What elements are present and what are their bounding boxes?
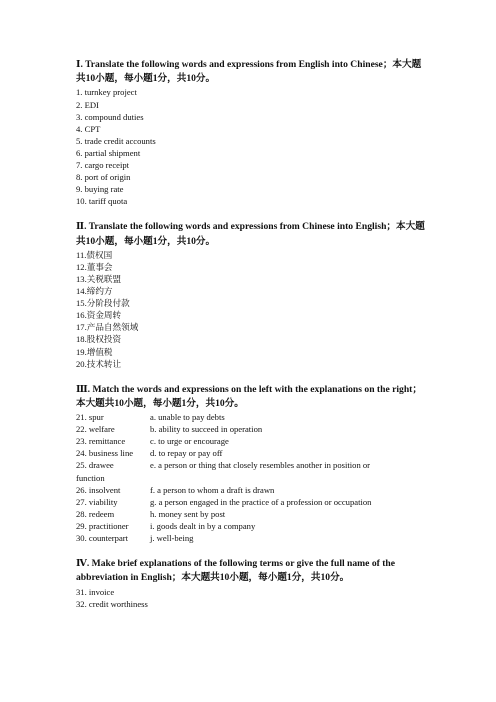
match-definition: g. a person engaged in the practice of a profession or occupation bbox=[150, 496, 372, 507]
match-term: 25. drawee bbox=[76, 460, 114, 471]
list-item: 19.增值税 bbox=[76, 346, 113, 357]
match-row bbox=[76, 508, 428, 520]
section-1-heading: Ⅰ. Translate the following words and expressions from English into Chinese；本大题共10小题，每小题1分，共10分。 bbox=[76, 59, 422, 85]
list-item: 31. invoice bbox=[76, 586, 115, 597]
match-term: 30. counterpart bbox=[76, 533, 129, 544]
match-definition: h. money sent by post bbox=[150, 508, 226, 519]
list-item: 12.董事会 bbox=[76, 261, 113, 272]
match-term: 22. welfare bbox=[76, 424, 115, 435]
list-item: 9. buying rate bbox=[76, 184, 124, 195]
match-definition-continuation: function bbox=[76, 472, 105, 483]
match-term: 23. remittance bbox=[76, 436, 126, 447]
match-row bbox=[76, 435, 428, 447]
match-row bbox=[76, 447, 428, 459]
section-2-heading: Ⅱ. Translate the following words and expressions from Chinese into English；本大题共10小题，每小题1分，共10分。 bbox=[76, 221, 425, 247]
list-item: 18.股权投资 bbox=[76, 334, 122, 345]
match-definition: c. to urge or encourage bbox=[150, 436, 229, 447]
section-3-heading: Ⅲ. Match the words and expressions on the left with the explanations on the right；本大题共10小题，每小题1分，共10分。 bbox=[76, 383, 422, 409]
list-item: 13.关税联盟 bbox=[76, 273, 122, 284]
list-item: 32. credit worthiness bbox=[76, 598, 148, 609]
section-spacer bbox=[76, 207, 428, 220]
match-definition: d. to repay or pay off bbox=[150, 448, 223, 459]
list-item: 6. partial shipment bbox=[76, 147, 141, 158]
section-1-list bbox=[76, 86, 428, 207]
match-definition: f. a person to whom a draft is drawn bbox=[150, 484, 275, 495]
match-term: 24. business line bbox=[76, 448, 134, 459]
match-row bbox=[76, 520, 428, 532]
section-4-list bbox=[76, 586, 428, 610]
list-item: 2. EDI bbox=[76, 99, 99, 110]
match-term: 27. viability bbox=[76, 496, 118, 507]
match-term: 28. redeem bbox=[76, 508, 115, 519]
section-2-list bbox=[76, 249, 428, 370]
exam-page bbox=[76, 58, 428, 610]
match-definition: b. ability to succeed in operation bbox=[150, 424, 263, 435]
list-item: 10. tariff quota bbox=[76, 196, 128, 207]
list-item: 5. trade credit accounts bbox=[76, 135, 156, 146]
list-item: 7. cargo receipt bbox=[76, 159, 130, 170]
match-definition: e. a person or thing that closely resembles another in position or bbox=[150, 460, 371, 471]
list-item: 15.分阶段付款 bbox=[76, 298, 130, 309]
match-definition: j. well-being bbox=[150, 533, 194, 544]
list-item: 17.产品自然领域 bbox=[76, 322, 139, 333]
match-table bbox=[76, 411, 428, 544]
match-row bbox=[76, 484, 428, 496]
match-definition: i. goods dealt in by a company bbox=[150, 520, 256, 531]
match-term: 26. insolvent bbox=[76, 484, 121, 495]
section-spacer bbox=[76, 544, 428, 557]
match-row bbox=[76, 459, 428, 471]
section-spacer bbox=[76, 370, 428, 383]
match-row bbox=[76, 423, 428, 435]
list-item: 3. compound duties bbox=[76, 111, 144, 122]
list-item: 8. port of origin bbox=[76, 172, 131, 183]
match-term: 21. spur bbox=[76, 412, 104, 423]
match-row bbox=[76, 411, 428, 423]
match-term: 29. practitioner bbox=[76, 520, 129, 531]
section-4-heading: Ⅳ. Make brief explanations of the following terms or give the full name of the abbreviation in English；本大题共10小题，每小题1分，共10分。 bbox=[76, 558, 396, 584]
list-item: 1. turnkey project bbox=[76, 87, 137, 98]
match-row bbox=[76, 496, 428, 508]
list-item: 4. CPT bbox=[76, 123, 101, 134]
list-item: 11.债权国 bbox=[76, 249, 113, 260]
list-item: 16.资金周转 bbox=[76, 310, 122, 321]
list-item: 20.技术转让 bbox=[76, 358, 122, 369]
list-item: 14.缔约方 bbox=[76, 286, 113, 297]
match-row bbox=[76, 532, 428, 544]
match-definition: a. unable to pay debts bbox=[150, 412, 225, 423]
